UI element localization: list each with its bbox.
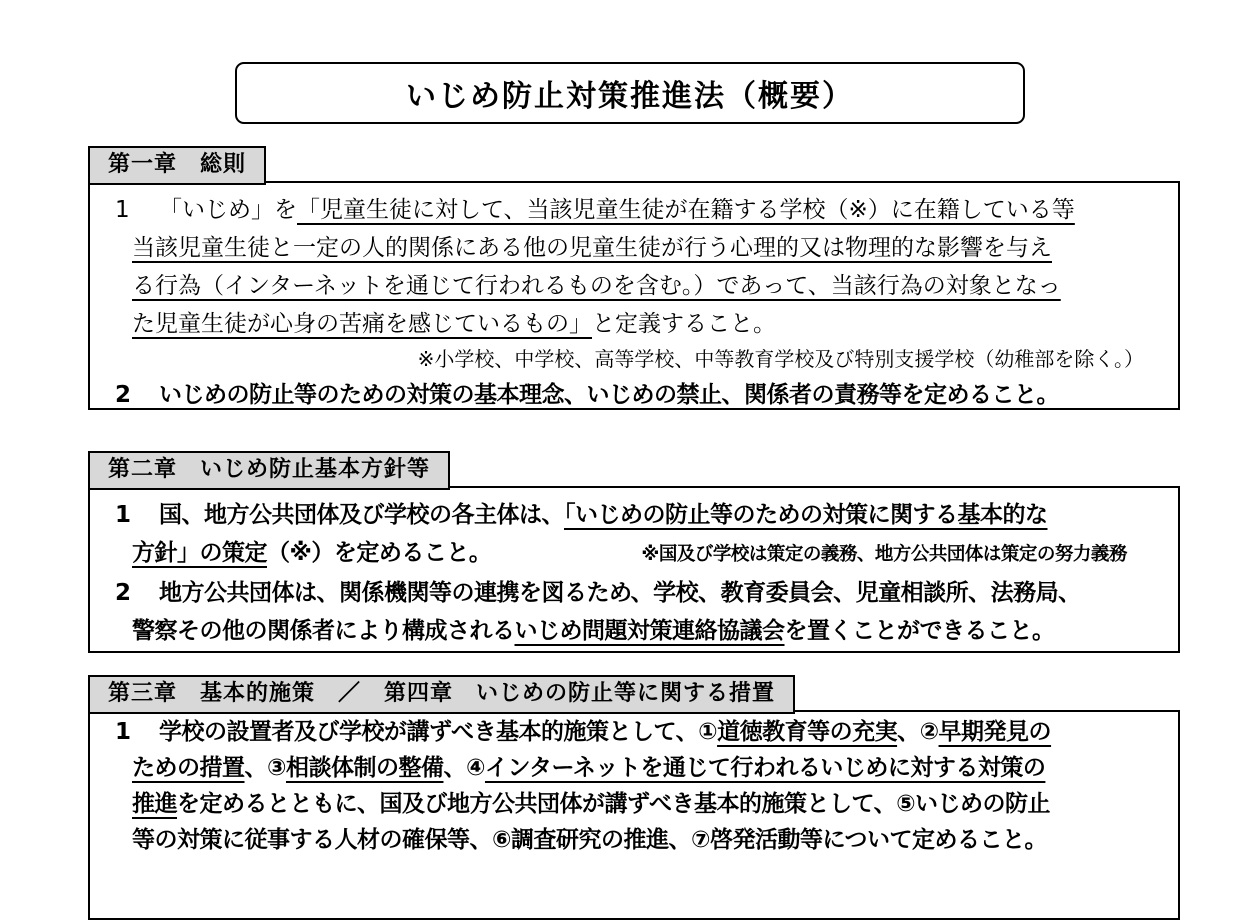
section-1-content — [90, 183, 1178, 414]
text-segment: 、② — [897, 719, 939, 745]
underlined-text-segment: 当該児童生徒と一定の人的関係にある他の児童生徒が行う心理的又は物理的な影響を与え — [132, 235, 1052, 261]
text-segment: 国、地方公共団体及び学校の各主体は、 — [159, 502, 564, 528]
section-3-item-1 — [100, 714, 1168, 858]
section-1-footnote: ※小学校、中学校、高等学校、中等教育学校及び特別支援学校（幼稚部を除く。） — [417, 347, 1144, 371]
item-number: 1 — [115, 197, 130, 223]
text-segment: 、 — [564, 382, 587, 408]
text-segment: 警察その他の関係者により構成される — [132, 618, 515, 644]
underlined-text-segment: る行為（インターネットを通じて行われるものを含む。）であって、当該行為の対象となっ — [132, 273, 1061, 299]
text-segment: 、④ — [443, 755, 485, 781]
underlined-text-segment: ための措置 — [132, 755, 245, 781]
text-segment: いじめの防止等のための対策の — [159, 382, 474, 408]
underlined-text-segment: 基本理念 — [474, 382, 564, 408]
underlined-text-segment: 「いじめの防止等のための対策に関する基本的な — [564, 502, 1048, 528]
text-segment: 「いじめ」を — [159, 197, 297, 223]
item-number: 1 — [115, 502, 131, 528]
text-segment: を置くことができること。 — [784, 618, 1055, 644]
item-text — [132, 719, 1051, 853]
section-2-item-2 — [100, 574, 1168, 650]
item-number: 2 — [115, 580, 131, 606]
section-1-item-2 — [100, 376, 1168, 414]
text-segment: 等の対策に従事する人材の確保等、⑥調査研究の推進、⑦啓発活動等について定めること。 — [132, 827, 1047, 853]
section-2-item-1 — [100, 496, 1168, 574]
section-chapter-1 — [88, 152, 1180, 410]
item-text — [159, 382, 1059, 408]
item-number: 1 — [115, 719, 131, 745]
underlined-text-segment: いじめの禁止 — [586, 382, 722, 408]
text-segment: 、③ — [244, 755, 286, 781]
text-segment: （※）を定めること。 — [267, 540, 492, 566]
section-2-content — [90, 488, 1178, 650]
item-text — [132, 197, 1075, 337]
underlined-text-segment: 道徳教育等の充実 — [717, 719, 898, 745]
underlined-text-segment: た児童生徒が心身の苦痛を感じているもの」 — [132, 311, 592, 337]
item-text — [132, 502, 1127, 566]
underlined-text-segment: いじめ問題対策連絡協議会 — [514, 618, 785, 644]
section-3-content — [90, 712, 1178, 858]
text-segment: ※国及び学校は策定の義務、地方公共団体は策定の努力義務 — [641, 544, 1127, 565]
text-segment: 、 — [721, 382, 744, 408]
text-segment: 学校の設置者及び学校が講ずべき基本的施策として、① — [159, 719, 718, 745]
text-segment: 等を定めること。 — [879, 382, 1059, 408]
item-text — [132, 580, 1081, 644]
section-chapter-2 — [88, 457, 1180, 653]
underlined-text-segment: 方針」の策定 — [132, 540, 267, 566]
section-chapter-3-4 — [88, 681, 1180, 920]
underlined-text-segment: インターネットを通じて行われるいじめに対する対策の — [484, 755, 1046, 781]
underlined-text-segment: 推進 — [132, 791, 177, 817]
item-number: 2 — [115, 382, 131, 408]
page-title: いじめ防止対策推進法（概要） — [406, 79, 854, 114]
underlined-text-segment: 「児童生徒に対して、当該児童生徒が在籍する学校（※）に在籍している等 — [297, 197, 1075, 223]
section-3-header: 第三章 基本的施策 ／ 第四章 いじめの防止等に関する措置 — [88, 675, 795, 714]
underlined-text-segment: 相談体制の整備 — [285, 755, 444, 781]
section-1-item-1 — [100, 191, 1168, 343]
document-title-box — [235, 62, 1025, 124]
text-segment: と定義すること。 — [592, 311, 776, 337]
section-2-header: 第二章 いじめ防止基本方針等 — [88, 451, 450, 490]
section-1-header: 第一章 総則 — [88, 146, 266, 185]
text-segment: を定めるとともに、国及び地方公共団体が講ずべき基本的施策として、⑤いじめの防止 — [177, 791, 1051, 817]
underlined-text-segment: 早期発見の — [938, 719, 1052, 745]
underlined-text-segment: 関係者の責務 — [744, 382, 879, 408]
text-segment: 地方公共団体は、関係機関等の連携を図るため、学校、教育委員会、児童相談所、法務局、 — [159, 580, 1081, 606]
